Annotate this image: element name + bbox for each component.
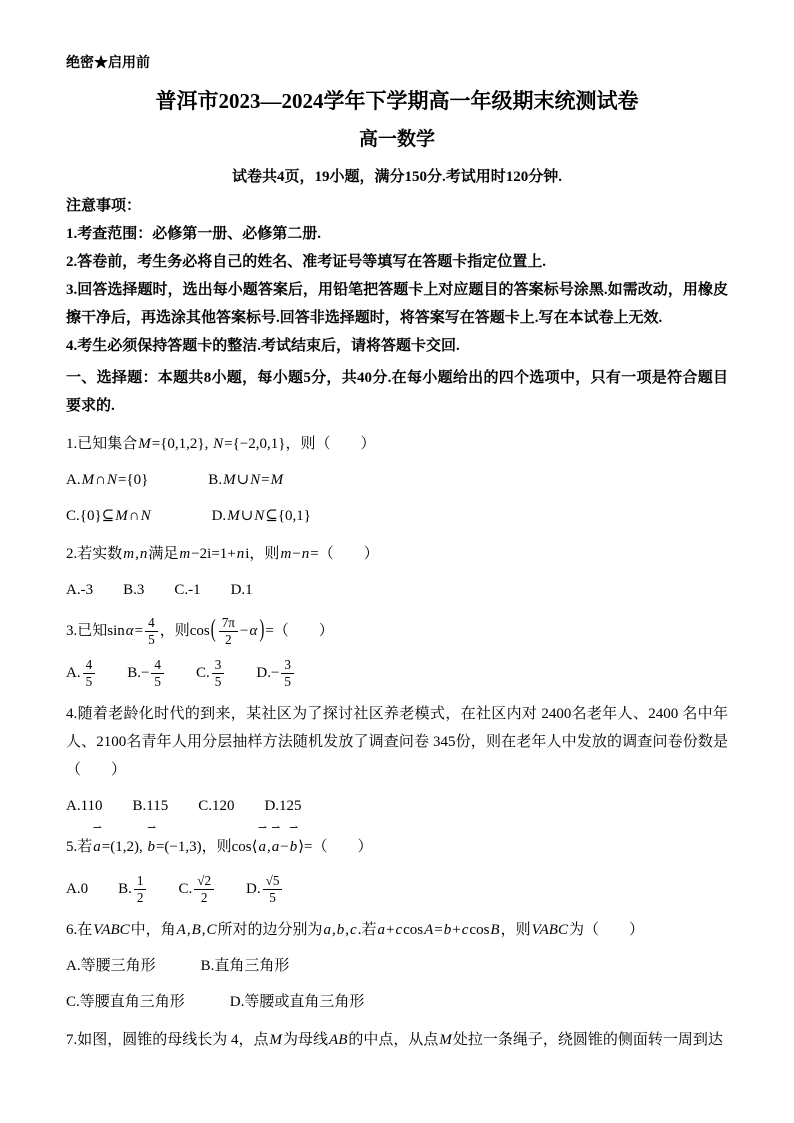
question-5	[66, 822, 728, 906]
question-1-stem: 1.已知集合M={0,1,2}, N={−2,0,1}，则（ ）	[66, 436, 376, 452]
question-1-options-row-1: A.M∩N={0} B.M∪N=M	[66, 472, 284, 488]
question-2-stem: 2.若实数m,n满足m−2i=1+ni，则m−n=（ ）	[66, 546, 379, 562]
note-item-1: 1.考查范围：必修第一册、必修第二册.	[66, 226, 322, 242]
question-7	[66, 1026, 728, 1054]
question-6-options-row-1: A.等腰三角形 B.直角三角形	[66, 958, 290, 974]
exam-title: 普洱市2023—2024学年下学期高一年级期末统测试卷	[155, 89, 639, 113]
question-1-options-row-2: C.{0}⊆M∩N D.M∪N⊆{0,1}	[66, 508, 311, 524]
notes-section	[66, 192, 728, 360]
note-item-4: 4.考生必须保持答题卡的整洁.考试结束后，请将答题卡交回.	[66, 338, 460, 354]
question-5-stem: 5.若 ⇀ a=(1,2), ⇀ b=(−1,3)，则cos⟨ ⇀ a, ⇀ a− ⇀ b⟩=（ ）	[66, 822, 373, 855]
note-item-2: 2.答卷前，考生务必将自己的姓名、准考证号等填写在答题卡指定位置上.	[66, 254, 547, 270]
question-3-options-row-1: A. $\frac{4}{5}$ B.− $\frac{4}{5}$ C. $\frac{3}{5}$ D.− $\frac{3}{5}$	[66, 656, 728, 690]
question-2-options-row-1: A.-3 B.3 C.-1 D.1	[66, 582, 253, 598]
question-4-stem: 4.随着老龄化时代的到来，某社区为了探讨社区养老模式，在社区内对 2400名老年人、2400 名中年人、2100名青年人用分层抽样方法随机发放了调查问卷 345份，则在老年人中发放的调查问卷份数是（ ）	[66, 706, 728, 778]
question-3-stem: 3.已知sinα= $\frac{4}{5}$ ，则cos( $\frac{7\pi}{2}$ −α )=（ ）	[66, 614, 334, 648]
question-6-options-row-2: C.等腰直角三角形 D.等腰或直角三角形	[66, 994, 365, 1010]
question-7-stem: 7.如图，圆锥的母线长为 4，点M为母线AB的中点，从点M处拉一条绳子，绕圆锥的侧面转一周到达	[66, 1032, 723, 1048]
classification-notice: 绝密★启用前	[66, 56, 150, 71]
question-5-options-row-1: A.0 B. $\frac{1}{2}$ C. $\frac{√2}{2}$ D. $\frac{√5}{5}$	[66, 872, 728, 906]
section-one-heading: 一、选择题：本题共8小题，每小题5分，共40分.在每小题给出的四个选项中，只有一项是符合题目要求的.	[66, 370, 728, 414]
question-4	[66, 700, 728, 820]
question-2	[66, 540, 728, 604]
question-3	[66, 614, 728, 690]
question-6-stem: 6.在VABC中，角A,B,C所对的边分别为a,b,c.若a+ccosA=b+ccosB，则VABC为（ ）	[66, 922, 644, 938]
exam-info-line: 试卷共4页，19小题，满分150分.考试用时120分钟.	[231, 169, 562, 185]
question-6	[66, 916, 728, 1016]
question-4-options-row-1: A.110 B.115 C.120 D.125	[66, 798, 302, 814]
notes-heading: 注意事项：	[66, 198, 142, 214]
note-item-3: 3.回答选择题时，选出每小题答案后，用铅笔把答题卡上对应题目的答案标号涂黑.如需改动，用橡皮擦干净后，再选涂其他答案标号.回答非选择题时，将答案写在答题卡上.写在本试卷上无效.	[66, 282, 728, 326]
question-1	[66, 430, 728, 530]
exam-subject-title: 高一数学	[358, 129, 435, 150]
